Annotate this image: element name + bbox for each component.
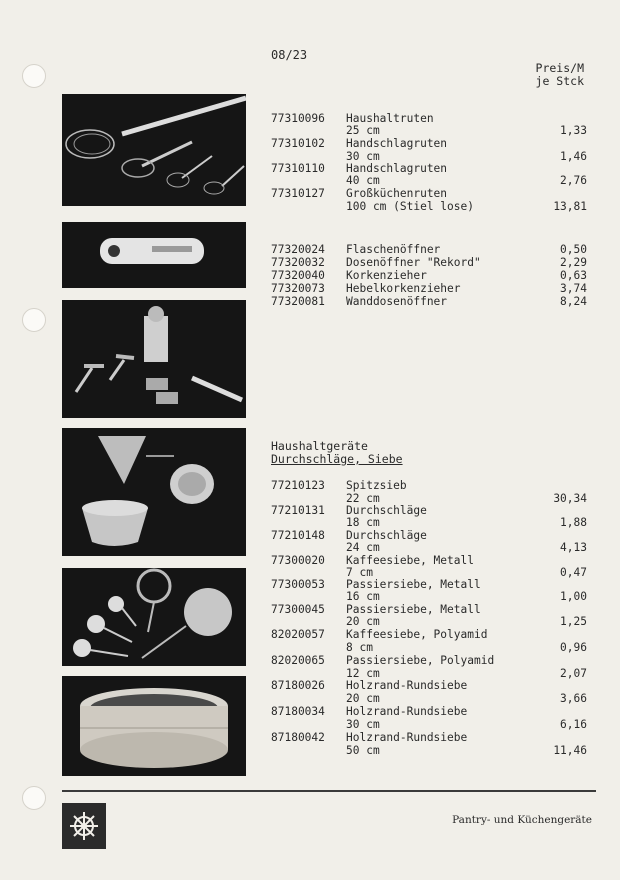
item-code: 87180034: [271, 705, 325, 718]
item-size: 8 cm: [346, 641, 373, 654]
product-row: [271, 295, 587, 308]
item-price: 2,76: [560, 174, 587, 187]
product-size-row: [271, 744, 587, 757]
item-code: 77320040: [271, 269, 325, 282]
item-name: Korkenzieher: [346, 269, 427, 282]
price-column-header: Preis/M je Stck: [535, 61, 584, 88]
item-price: 2,07: [560, 667, 587, 680]
item-name: Passiersiebe, Polyamid: [346, 654, 495, 667]
item-name: Handschlagruten: [346, 137, 448, 150]
product-row: [271, 479, 587, 492]
punch-hole: [22, 308, 46, 332]
product-row: [271, 282, 587, 295]
section-heading: Haushaltgeräte: [271, 439, 368, 453]
item-name: Hebelkorkenzieher: [346, 282, 461, 295]
footer-rule: [62, 790, 596, 792]
item-name: Holzrand-Rundsiebe: [346, 705, 468, 718]
sieves-photo: [62, 428, 246, 556]
ship-wheel-icon: [62, 803, 106, 849]
item-size: 20 cm: [346, 615, 380, 628]
item-code: 77300053: [271, 578, 325, 591]
whisks-photo: [62, 94, 246, 206]
item-price: 0,96: [560, 641, 587, 654]
item-code: 77310102: [271, 137, 325, 150]
page-number: 08/23: [271, 48, 308, 62]
product-size-row: [271, 718, 587, 731]
item-price: 0,50: [560, 243, 587, 256]
item-name: Dosenöffner "Rekord": [346, 256, 481, 269]
item-size: 50 cm: [346, 744, 380, 757]
product-size-row: [271, 590, 587, 603]
item-name: Kaffeesiebe, Polyamid: [346, 628, 488, 641]
item-code: 77320081: [271, 295, 325, 308]
item-code: 87180026: [271, 679, 325, 692]
item-price: 0,63: [560, 269, 587, 282]
item-name: Haushaltruten: [346, 112, 434, 125]
product-row: [271, 628, 587, 641]
openers-photo: [62, 300, 246, 418]
item-price: 8,24: [560, 295, 587, 308]
product-size-row: [271, 516, 587, 529]
item-price: 2,29: [560, 256, 587, 269]
item-price: 1,46: [560, 150, 587, 163]
section-subheading: Durchschläge, Siebe: [271, 452, 403, 466]
item-size: 18 cm: [346, 516, 380, 529]
bottle-opener-photo: [62, 222, 246, 288]
item-name: Durchschläge: [346, 504, 427, 517]
product-size-row: [271, 200, 587, 213]
item-code: 82020057: [271, 628, 325, 641]
item-code: 87180042: [271, 731, 325, 744]
product-row: [271, 137, 587, 150]
item-name: Kaffeesiebe, Metall: [346, 554, 474, 567]
item-size: 7 cm: [346, 566, 373, 579]
item-size: 12 cm: [346, 667, 380, 680]
item-price: 1,33: [560, 124, 587, 137]
wooden-sieve-photo: [62, 676, 246, 776]
item-price: 30,34: [553, 492, 587, 505]
punch-hole: [22, 64, 46, 88]
item-name: Passiersiebe, Metall: [346, 578, 481, 591]
item-code: 77320024: [271, 243, 325, 256]
item-name: Wanddosenöffner: [346, 295, 448, 308]
product-row: [271, 187, 587, 200]
punch-hole: [22, 786, 46, 810]
item-price: 13,81: [553, 200, 587, 213]
strainers-photo: [62, 568, 246, 666]
item-name: Holzrand-Rundsiebe: [346, 731, 468, 744]
product-row: [271, 256, 587, 269]
item-size: 22 cm: [346, 492, 380, 505]
item-name: Holzrand-Rundsiebe: [346, 679, 468, 692]
product-row: [271, 679, 587, 692]
item-name: Durchschläge: [346, 529, 427, 542]
item-price: 1,88: [560, 516, 587, 529]
item-price: 3,66: [560, 692, 587, 705]
item-code: 77300045: [271, 603, 325, 616]
item-name: Spitzsieb: [346, 479, 407, 492]
product-size-row: [271, 615, 587, 628]
product-size-row: [271, 692, 587, 705]
footer-category: Pantry- und Küchengeräte: [452, 814, 592, 826]
item-size: 25 cm: [346, 124, 380, 137]
item-code: 77310096: [271, 112, 325, 125]
item-code: 77300020: [271, 554, 325, 567]
product-row: [271, 705, 587, 718]
item-name: Handschlagruten: [346, 162, 448, 175]
item-code: 77320073: [271, 282, 325, 295]
item-code: 77310110: [271, 162, 325, 175]
item-code: 77310127: [271, 187, 325, 200]
item-price: 3,74: [560, 282, 587, 295]
item-size: 20 cm: [346, 692, 380, 705]
item-name: Großküchenruten: [346, 187, 448, 200]
item-code: 77320032: [271, 256, 325, 269]
item-price: 11,46: [553, 744, 587, 757]
product-row: [271, 731, 587, 744]
item-size: 24 cm: [346, 541, 380, 554]
item-price: 6,16: [560, 718, 587, 731]
item-size: 30 cm: [346, 718, 380, 731]
item-size: 30 cm: [346, 150, 380, 163]
product-size-row: [271, 541, 587, 554]
item-size: 16 cm: [346, 590, 380, 603]
product-size-row: [271, 174, 587, 187]
product-size-row: [271, 641, 587, 654]
product-row: [271, 654, 587, 667]
item-price: 1,25: [560, 615, 587, 628]
item-code: 77210148: [271, 529, 325, 542]
item-size: 40 cm: [346, 174, 380, 187]
item-size: 100 cm (Stiel lose): [346, 200, 474, 213]
item-name: Passiersiebe, Metall: [346, 603, 481, 616]
item-code: 77210131: [271, 504, 325, 517]
item-code: 82020065: [271, 654, 325, 667]
item-price: 4,13: [560, 541, 587, 554]
item-code: 77210123: [271, 479, 325, 492]
item-price: 1,00: [560, 590, 587, 603]
product-row: [271, 269, 587, 282]
product-row: [271, 243, 587, 256]
item-price: 0,47: [560, 566, 587, 579]
product-size-row: [271, 124, 587, 137]
item-name: Flaschenöffner: [346, 243, 441, 256]
